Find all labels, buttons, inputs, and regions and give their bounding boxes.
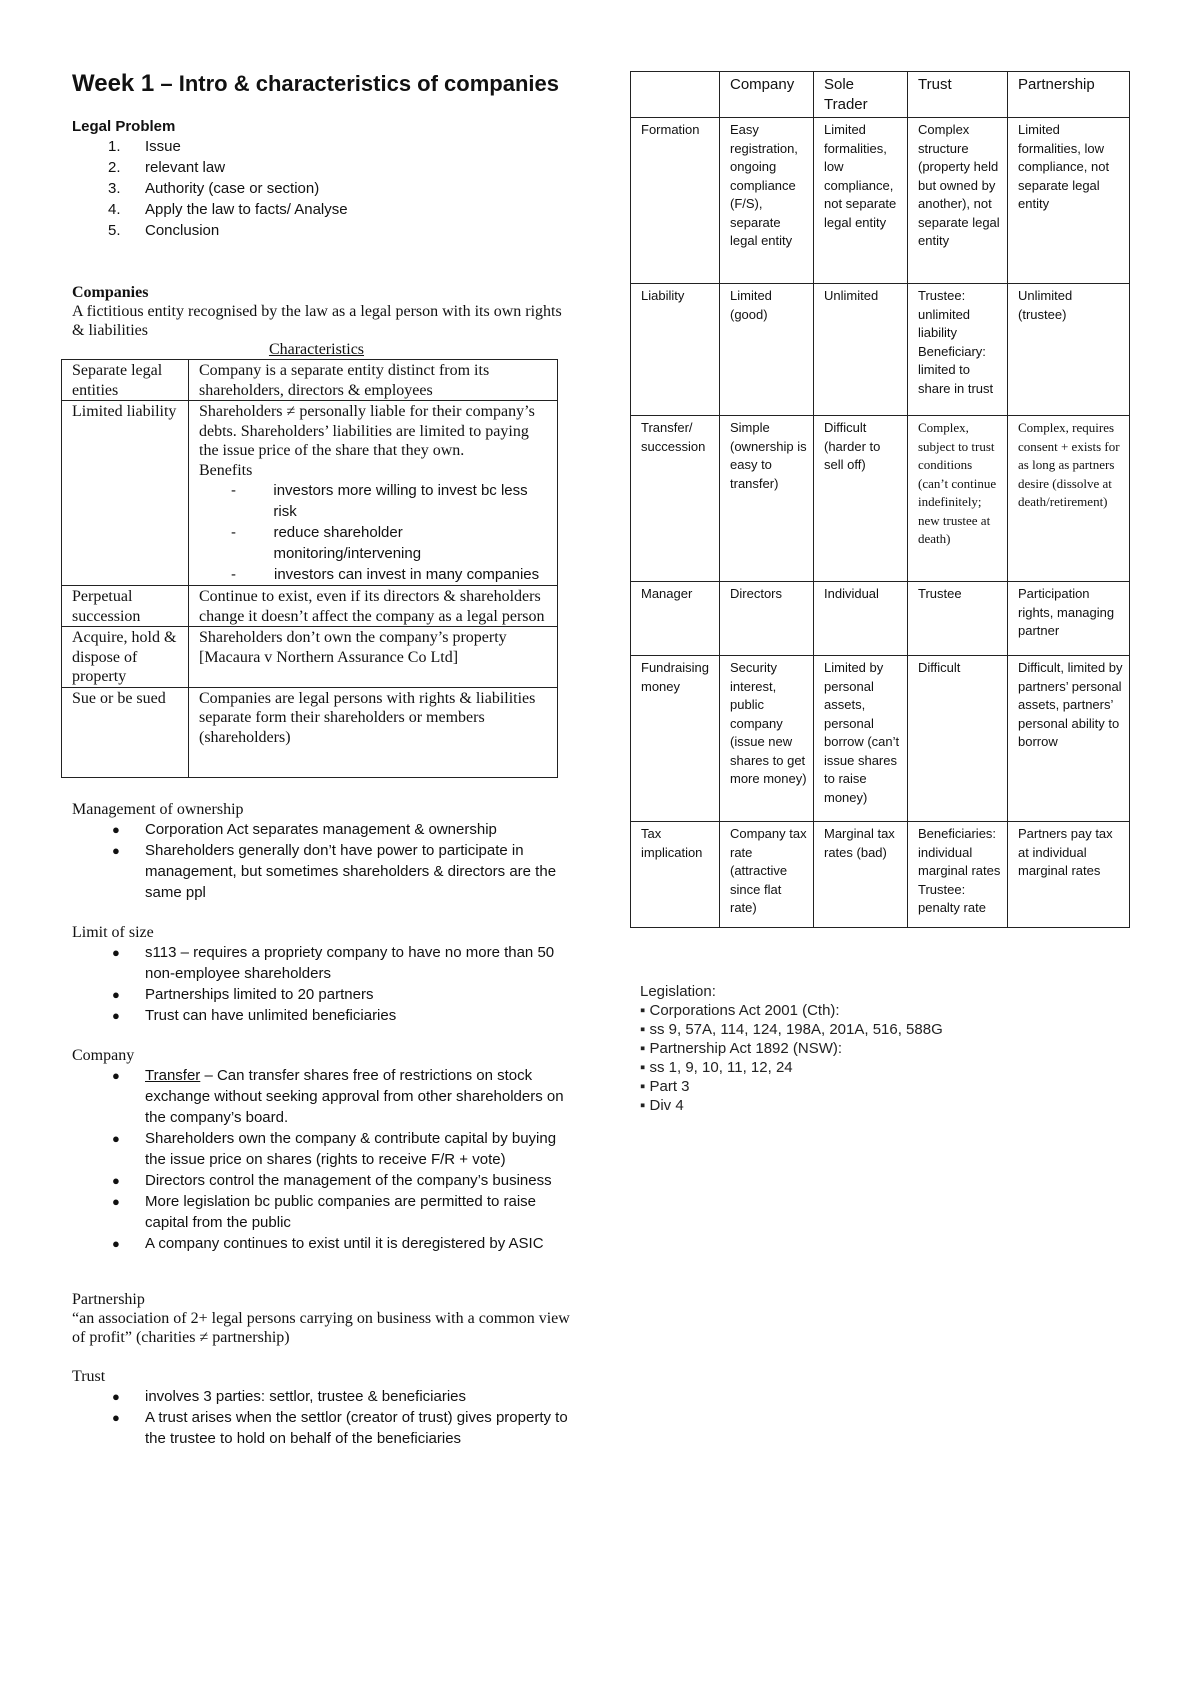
limit-size-list (72, 942, 572, 1026)
row-label: Acquire, hold & dispose of property (62, 627, 189, 688)
item-text: Partnerships limited to 20 partners (145, 985, 374, 1003)
list-item: ● Trust can have unlimited beneficiaries (72, 1005, 572, 1026)
table-cell: Partners pay tax at individual marginal rates (1008, 822, 1130, 928)
column-header: Trust (908, 72, 1008, 118)
row-text: Companies are legal persons with rights & liabilities separate form their shareholders or members (shareholders) (189, 687, 558, 777)
table-cell: Difficult (908, 656, 1008, 822)
step-text: Authority (case or section) (145, 180, 320, 197)
partnership-heading: Partnership (72, 1290, 145, 1308)
item-text: Shareholders generally don’t have power to participate in management, but sometimes shareholders & directors are the same ppl (145, 841, 557, 901)
row-label: Transfer/ succession (631, 416, 720, 582)
company-list (72, 1065, 572, 1254)
table-cell: Difficult, limited by partners’ personal assets, partners’ personal ability to borrow (1008, 656, 1130, 822)
list-item: - investors can invest in many companies (231, 566, 540, 583)
list-item: 5. Conclusion (108, 222, 220, 239)
legislation-line: ▪ Part 3 (640, 1078, 690, 1095)
companies-definition: A fictitious entity recognised by the law as a legal person with its own rights & liabilities (72, 303, 562, 339)
limit-size-heading: Limit of size (72, 923, 154, 941)
row-cell (189, 401, 558, 586)
week-label: Week 1 (72, 70, 155, 97)
characteristics-heading: Characteristics (268, 341, 365, 358)
legislation-line: ▪ Div 4 (640, 1097, 684, 1114)
benefit-text: reduce shareholder monitoring/intervening (273, 524, 422, 562)
item-text: Corporation Act separates management & ownership (145, 820, 497, 838)
list-item: ● More legislation bc public companies are permitted to raise capital from the public (72, 1191, 572, 1233)
item-text: A trust arises when the settlor (creator of trust) gives property to the trustee to hold on behalf of the beneficiaries (145, 1408, 568, 1447)
comparison-table (630, 71, 1130, 928)
partnership-definition: “an association of 2+ legal persons carrying on business with a common view of profit” (charities ≠ partnership) (72, 1309, 570, 1346)
table-cell: Unlimited (trustee) (1008, 284, 1130, 416)
table-row (62, 627, 558, 688)
row-label: Limited liability (62, 401, 189, 586)
table-row (631, 284, 1130, 416)
list-item: - reduce shareholder monitoring/intervening (199, 522, 551, 564)
list-item: 3. Authority (case or section) (108, 180, 320, 197)
table-cell: Limited formalities, low compliance, not separate legal entity (1008, 118, 1130, 284)
step-text: relevant law (145, 159, 226, 176)
table-cell: Limited formalities, low compliance, not separate legal entity (814, 118, 908, 284)
table-cell: Trustee: unlimited liability Beneficiary: limited to share in trust (908, 284, 1008, 416)
table-cell: Limited (good) (720, 284, 814, 416)
item-text: Trust can have unlimited beneficiaries (145, 1006, 397, 1024)
column-header: Company (720, 72, 814, 118)
list-item: 1. Issue (108, 138, 181, 155)
transfer-text: – Can transfer shares free of restrictions on stock exchange without seeking approval from other shareholders on the company’s board. (145, 1066, 564, 1126)
table-row (62, 360, 558, 401)
transfer-item (145, 1065, 572, 1128)
table-cell: Company tax rate (attractive since flat rate) (720, 822, 814, 928)
row-label: Separate legal entities (62, 360, 189, 401)
table-row (62, 401, 558, 586)
legal-problem-steps (72, 136, 572, 241)
item-text: More legislation bc public companies are permitted to raise capital from the public (145, 1192, 537, 1231)
column-header: Sole Trader (814, 72, 908, 118)
list-item: 2. relevant law (108, 159, 226, 176)
table-row (631, 416, 1130, 582)
item-text: involves 3 parties: settlor, trustee & beneficiaries (145, 1387, 466, 1405)
left-column (72, 70, 572, 1449)
benefit-text: investors can invest in many companies (274, 566, 540, 583)
list-item: ● s113 – requires a propriety company to have no more than 50 non-employee shareholders (72, 942, 572, 984)
list-item: ● A company continues to exist until it is deregistered by ASIC (72, 1233, 572, 1254)
list-item: ● Shareholders own the company & contribute capital by buying the issue price on shares (rights to receive F/R + vote) (72, 1128, 572, 1170)
legislation-line: ▪ ss 9, 57A, 114, 124, 198A, 201A, 516, 588G (640, 1021, 943, 1038)
list-item: ● Partnerships limited to 20 partners (72, 984, 572, 1005)
legislation-block (640, 982, 943, 1115)
page-title (72, 70, 572, 98)
row-text: Company is a separate entity distinct from its shareholders, directors & employees (189, 360, 558, 401)
item-text: s113 – requires a propriety company to have no more than 50 non-employee shareholders (145, 943, 555, 982)
title-text: – Intro & characteristics of companies (154, 71, 559, 96)
table-row (631, 118, 1130, 284)
list-item: ● Transfer – Can transfer shares free of restrictions on stock exchange without seeking approval from other shareholders on the company’s board. (72, 1065, 572, 1128)
trust-list (72, 1386, 572, 1449)
company-heading: Company (72, 1046, 135, 1064)
benefit-text: investors more willing to invest bc less risk (273, 482, 528, 520)
row-label: Perpetual succession (62, 586, 189, 627)
list-item: 4. Apply the law to facts/ Analyse (108, 201, 348, 218)
table-header-row (631, 72, 1130, 118)
step-text: Conclusion (145, 222, 220, 239)
list-item: - investors more willing to invest bc less risk (199, 480, 551, 522)
row-label: Formation (631, 118, 720, 284)
legislation-line: ▪ Corporations Act 2001 (Cth): (640, 1002, 840, 1019)
step-text: Issue (145, 138, 181, 155)
table-cell: Difficult (harder to sell off) (814, 416, 908, 582)
table-row (631, 582, 1130, 656)
benefits-list (199, 480, 551, 585)
list-item: ● Corporation Act separates management & ownership (72, 819, 572, 840)
table-cell: Participation rights, managing partner (1008, 582, 1130, 656)
table-cell: Complex, requires consent + exists for as long as partners desire (dissolve at death/retirement) (1008, 416, 1130, 582)
table-cell: Security interest, public company (issue new shares to get more money) (720, 656, 814, 822)
legislation-line: ▪ Partnership Act 1892 (NSW): (640, 1040, 843, 1057)
characteristics-table (61, 359, 558, 778)
table-cell: Beneficiaries: individual marginal rates Trustee: penalty rate (908, 822, 1008, 928)
legal-problem-heading: Legal Problem (72, 118, 176, 135)
management-list (72, 819, 572, 903)
companies-heading: Companies (72, 284, 149, 301)
transfer-label: Transfer (145, 1066, 201, 1084)
table-row (631, 822, 1130, 928)
list-item: ● A trust arises when the settlor (creator of trust) gives property to the trustee to hold on behalf of the beneficiaries (72, 1407, 572, 1449)
table-cell: Individual (814, 582, 908, 656)
row-label: Fundraising money (631, 656, 720, 822)
header-corner (631, 72, 720, 118)
list-item: ● Shareholders generally don’t have power to participate in management, but sometimes shareholders & directors are the same ppl (72, 840, 572, 903)
table-cell: Easy registration, ongoing compliance (F/S), separate legal entity (720, 118, 814, 284)
row-text: Shareholders don’t own the company’s property [Macaura v Northern Assurance Co Ltd] (189, 627, 558, 688)
table-row (62, 586, 558, 627)
table-cell: Trustee (908, 582, 1008, 656)
item-text: Shareholders own the company & contribute capital by buying the issue price on shares (rights to receive F/R + vote) (145, 1129, 557, 1168)
row-text: Shareholders ≠ personally liable for their company’s debts. Shareholders’ liabilities are limited to paying the issue price of the share that they own. (199, 403, 535, 459)
row-text: Continue to exist, even if its directors & shareholders change it doesn’t affect the company as a legal person (189, 586, 558, 627)
benefits-heading: Benefits (199, 461, 253, 479)
table-cell: Limited by personal assets, personal borrow (can’t issue shares to raise money) (814, 656, 908, 822)
legislation-line: ▪ ss 1, 9, 10, 11, 12, 24 (640, 1059, 793, 1076)
column-header: Partnership (1008, 72, 1130, 118)
item-text: Directors control the management of the company’s business (145, 1171, 552, 1189)
table-cell: Directors (720, 582, 814, 656)
table-cell: Unlimited (814, 284, 908, 416)
step-text: Apply the law to facts/ Analyse (145, 201, 348, 218)
table-cell: Complex, subject to trust conditions (can’t continue indefinitely; new trustee at death) (908, 416, 1008, 582)
table-cell: Complex structure (property held but owned by another), not separate legal entity (908, 118, 1008, 284)
row-label: Manager (631, 582, 720, 656)
legislation-heading: Legislation: (640, 983, 716, 1000)
row-label: Liability (631, 284, 720, 416)
table-row (631, 656, 1130, 822)
list-item: ● Directors control the management of the company’s business (72, 1170, 572, 1191)
table-cell: Marginal tax rates (bad) (814, 822, 908, 928)
row-label: Tax implication (631, 822, 720, 928)
item-text: A company continues to exist until it is deregistered by ASIC (145, 1234, 544, 1252)
trust-heading: Trust (72, 1367, 106, 1385)
row-label: Sue or be sued (62, 687, 189, 777)
management-heading: Management of ownership (72, 800, 244, 818)
list-item: ● involves 3 parties: settlor, trustee & beneficiaries (72, 1386, 572, 1407)
table-row (62, 687, 558, 777)
table-cell: Simple (ownership is easy to transfer) (720, 416, 814, 582)
